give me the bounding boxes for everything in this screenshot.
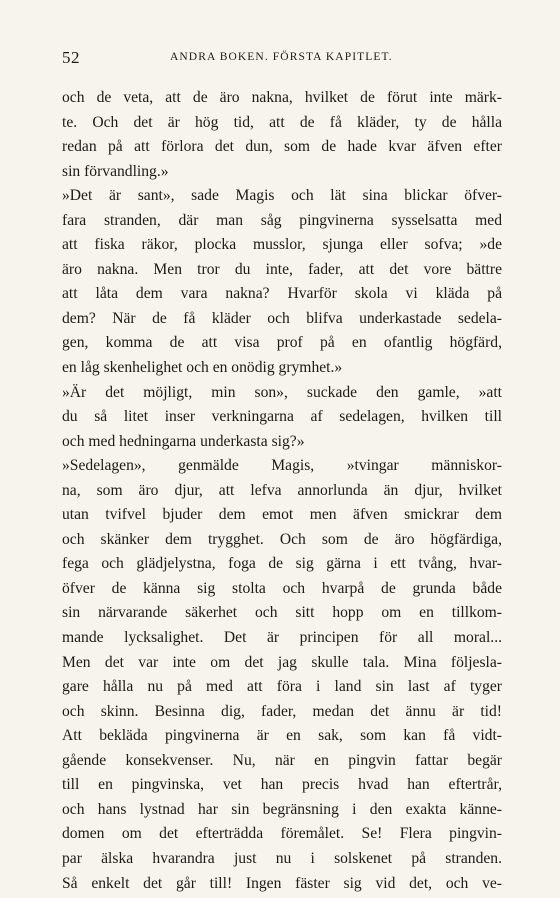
text-line: Så enkelt det går till! Ingen fäster sig vid det, och ve-	[62, 874, 502, 892]
text-line: dem? När de få kläder och blifva underkastade sedela-	[62, 309, 502, 327]
text-line: att fiska räkor, plocka musslor, sjunga eller sofva; »de	[62, 236, 502, 254]
text-line: Men det var inte om det jag skulle tala. Mina följesla-	[62, 653, 502, 671]
text-line: domen om det efterträdda föremålet. Se! Flera pingvin-	[62, 825, 502, 843]
text-line: gående konsekvenser. Nu, när en pingvin fattar begär	[62, 751, 502, 769]
text-line: du så litet inser verkningarna af sedelagen, hvilken till	[62, 408, 502, 426]
text-line: fega och glädjelystna, foga de sig gärna i ett tvång, hvar-	[62, 555, 502, 573]
text-line: och skinn. Besinna dig, fader, medan det ännu är tid!	[62, 702, 502, 720]
text-line: utan tvifvel bjuder dem emot men äfven smickrar dem	[62, 506, 502, 524]
text-line: »Är det möjligt, min son», suckade den gamle, »att	[62, 383, 502, 401]
text-line: Att bekläda pingvinerna är en sak, som kan få vidt-	[62, 727, 502, 745]
text-line: te. Och det är hög tid, att de få kläder, ty de hålla	[62, 113, 502, 131]
text-line: att låta dem vara nakna? Hvarför skola vi kläda på	[62, 285, 502, 303]
text-line: en låg skenhelighet och en onödig grymhet.»	[62, 359, 343, 377]
text-line: »Sedelagen», genmälde Magis, »tvingar människor-	[62, 457, 502, 475]
text-line: till en pingvinska, vet han precis hvad han eftertrår,	[62, 776, 502, 794]
text-line: sin förvandling.»	[62, 162, 169, 180]
text-line: och de veta, att de äro nakna, hvilket de förut inte märk-	[62, 89, 502, 106]
text-line: och skänker dem trygghet. Och som de äro högfärdiga,	[62, 530, 502, 548]
text-line: redan på att förlora det dun, som de hade kvar äfven efter	[62, 138, 502, 156]
text-line: par älska hvarandra just nu i solskenet på stranden.	[62, 849, 502, 867]
text-line: »Det är sant», sade Magis och lät sina blickar öfver-	[62, 187, 502, 205]
text-line: och hans lystnad har sin begränsning i den exakta känne-	[62, 800, 502, 818]
text-line: gen, komma de att visa prof på en ofantlig högfärd,	[62, 334, 502, 352]
text-line: fara stranden, där man såg pingvinerna sysselsatta med	[62, 211, 502, 229]
text-line: na, som äro djur, att lefva annorlunda än djur, hvilket	[62, 481, 502, 499]
text-line: äro nakna. Men tror du inte, fader, att det vore bättre	[62, 260, 502, 278]
text-line: mande lycksalighet. Det är principen för all moral...	[62, 629, 502, 647]
text-line: sin närvarande säkerhet och sitt hopp om en tillkom-	[62, 604, 502, 622]
text-line: gare hålla nu på med att föra i land sin last af tyger	[62, 678, 502, 696]
page-header	[62, 48, 502, 70]
body-text	[62, 86, 502, 896]
running-title: ANDRA BOKEN. FÖRSTA KAPITLET.	[170, 51, 393, 63]
text-line: och med hedningarna underkasta sig?»	[62, 432, 305, 450]
page-number: 52	[62, 48, 80, 67]
text-line: öfver de känna sig stolta och hvarpå de grunda både	[62, 579, 502, 597]
